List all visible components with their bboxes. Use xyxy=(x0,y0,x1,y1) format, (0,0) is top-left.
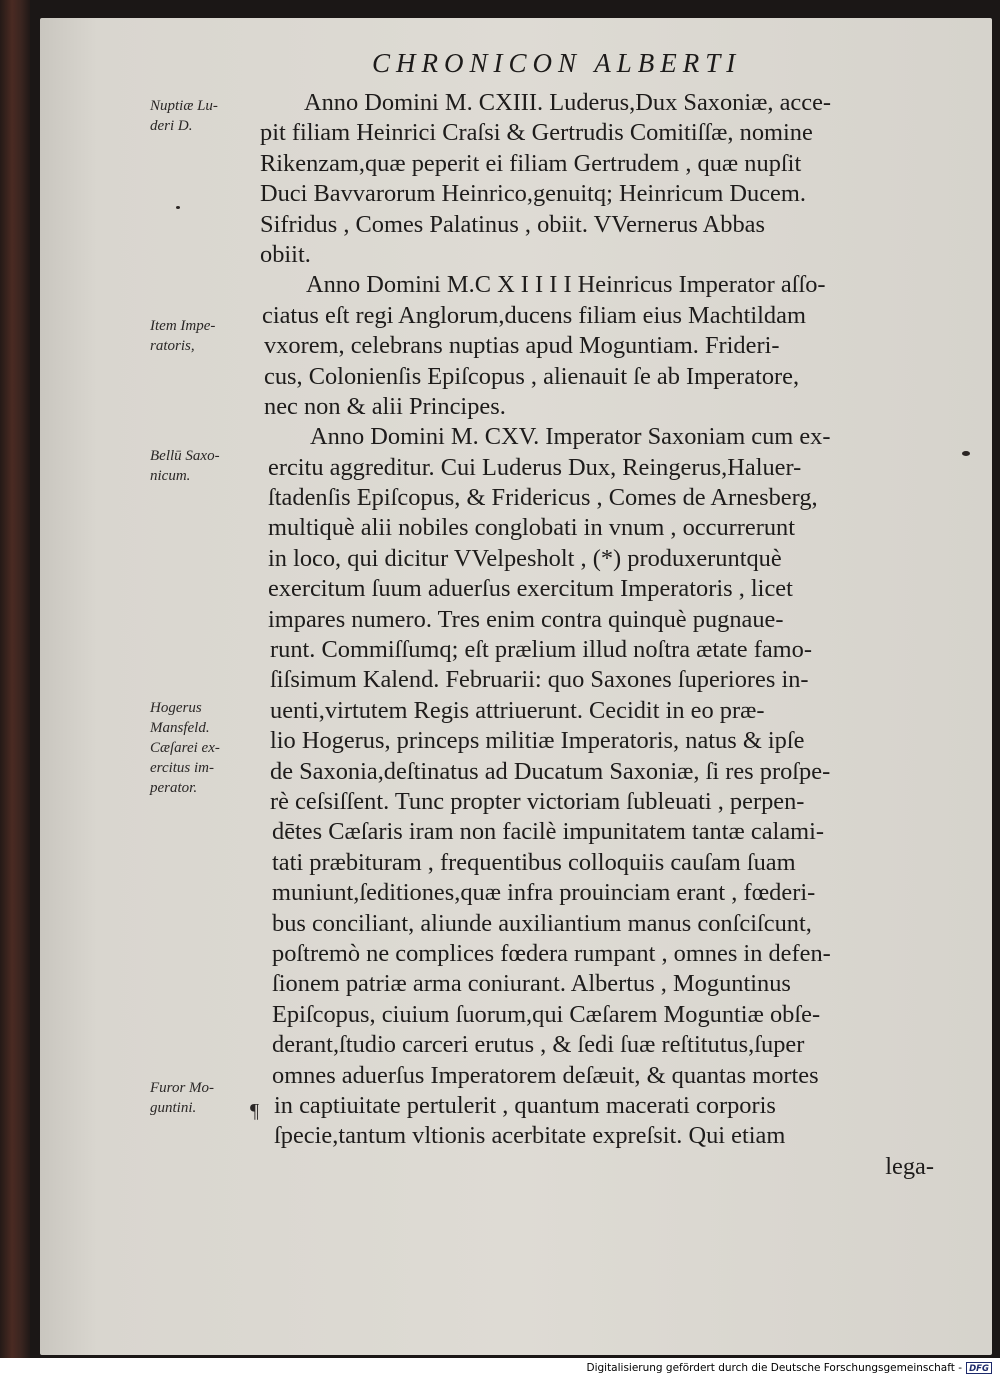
text-line: tati præbituram , frequentibus colloquiis cauſam ſuam xyxy=(272,848,796,876)
ink-speck xyxy=(962,451,970,456)
marginal-line: Cæſarei ex- xyxy=(150,740,220,756)
funding-credit: Digitalisierung gefördert durch die Deutsche Forschungsgemeinschaft - xyxy=(586,1362,962,1374)
text-line: rè ceſsiſſent. Tunc propter victoriam ſubleuati , perpen- xyxy=(270,787,805,815)
text-line: ſpecie,tantum vltionis acerbitate expreſsit. Qui etiam xyxy=(274,1122,786,1150)
marginal-line: Hogerus xyxy=(150,700,202,716)
text-line: dētes Cæſaris iram non facilè impunitatem tantæ calami- xyxy=(272,818,825,846)
text-line: Sifridus , Comes Palatinus , obiit. VVernerus Abbas xyxy=(260,210,765,238)
main-text-block xyxy=(260,88,940,1182)
marginal-line: Mansfeld. xyxy=(150,720,210,736)
text-line: lio Hogerus, princeps militiæ Imperatoris, natus & ipſe xyxy=(270,727,805,755)
text-line: ercitu aggreditur. Cui Luderus Dux, Reingerus,Haluer- xyxy=(268,453,802,481)
text-line: Anno Domini M. CXV. Imperator Saxoniam cum ex- xyxy=(310,423,831,451)
pilcrow-mark: ¶ xyxy=(250,1100,260,1122)
marginal-line: nicum. xyxy=(150,468,191,484)
marginal-line: Furor Mo- xyxy=(150,1080,215,1096)
text-line: obiit. xyxy=(260,240,311,268)
text-line: Anno Domini M. CXIII. Luderus,Dux Saxoniæ, acce- xyxy=(304,89,832,116)
marginal-line: guntini. xyxy=(150,1100,197,1116)
marginal-line: Item Impe- xyxy=(150,318,216,334)
marginal-line: deri D. xyxy=(150,118,193,134)
text-line: multiquè alii nobiles conglobati in vnum , occurrerunt xyxy=(268,514,795,542)
text-line: Rikenzam,quæ peperit ei filiam Gertrudem , quæ nupſit xyxy=(260,149,802,177)
text-line: Duci Bavvarorum Heinrico,genuitq; Heinricum Ducem. xyxy=(260,180,806,208)
text-line: vxorem, celebrans nuptias apud Moguntiam. Frideri- xyxy=(264,332,780,360)
marginal-note xyxy=(150,1078,214,1118)
text-line: in captiuitate pertulerit , quantum macerati corporis xyxy=(274,1091,776,1119)
text-line: muniunt,ſeditiones,quæ infra prouinciam erant , fœderi- xyxy=(272,879,816,907)
text-line: exercitum ſuum aduerſus exercitum Imperatoris , licet xyxy=(268,575,793,603)
text-line: ſtadenſis Epiſcopus, & Fridericus , Comes de Arnesberg, xyxy=(268,484,818,512)
text-line: impares numero. Tres enim contra quinquè pugnaue- xyxy=(268,605,784,633)
marginal-note xyxy=(150,316,215,356)
text-line: pit filiam Heinrici Craſsi & Gertrudis Comitiſſæ, nomine xyxy=(260,119,813,147)
text-line: poſtremò ne complices fœdera rumpant , omnes in defen- xyxy=(272,939,831,967)
text-line: ſionem patriæ arma coniurant. Albertus , Moguntinus xyxy=(272,970,791,998)
marginal-note xyxy=(150,446,220,486)
marginal-line: Bellū Saxo- xyxy=(150,448,220,464)
marginal-note xyxy=(150,96,218,136)
text-line: cus, Colonienſis Epiſcopus , alienauit ſe ab Imperatore, xyxy=(264,362,800,390)
marginal-line: perator. xyxy=(150,780,198,796)
text-line: de Saxonia,deſtinatus ad Ducatum Saxoniæ, ſi res proſpe- xyxy=(270,757,831,785)
text-line: bus conciliant, aliunde auxiliantium manus conſciſcunt, xyxy=(272,909,812,937)
dfg-logo: DFG xyxy=(966,1362,992,1374)
catchword: lega- xyxy=(885,1152,934,1180)
book-cover-edge xyxy=(0,0,30,1358)
ink-speck xyxy=(176,206,180,209)
text-line: ſiſsimum Kalend. Februarii: quo Saxones ſuperiores in- xyxy=(270,666,809,694)
text-line: in loco, qui dicitur VVelpesholt , (*) produxeruntquè xyxy=(268,544,782,572)
marginal-note xyxy=(150,698,220,798)
marginal-line: ercitus im- xyxy=(150,760,215,776)
text-line: derant,ſtudio carceri erutus , & ſedi ſuæ reſtitutus,ſuper xyxy=(272,1031,805,1059)
text-line: Epiſcopus, ciuium ſuorum,qui Cæſarem Moguntiæ obſe- xyxy=(272,1000,821,1028)
footer-bar xyxy=(0,1358,1000,1378)
marginal-line: Nuptiæ Lu- xyxy=(150,98,218,114)
text-line: omnes aduerſus Imperatorem deſæuit, & quantas mortes xyxy=(272,1061,819,1089)
text-line: runt. Commiſſumq; eſt prælium illud noſtra ætate famo- xyxy=(270,636,812,664)
marginal-line: ratoris, xyxy=(150,338,195,354)
text-line: nec non & alii Principes. xyxy=(264,392,506,420)
running-head: CHRONICON ALBERTI xyxy=(372,48,742,78)
text-line: Anno Domini M.C X I I I I Heinricus Imperator aſſo- xyxy=(306,271,826,299)
text-line: uenti,virtutem Regis attriuerunt. Cecidit in eo præ- xyxy=(270,696,765,724)
text-line: ciatus eſt regi Anglorum,ducens filiam eius Machtildam xyxy=(262,301,806,329)
